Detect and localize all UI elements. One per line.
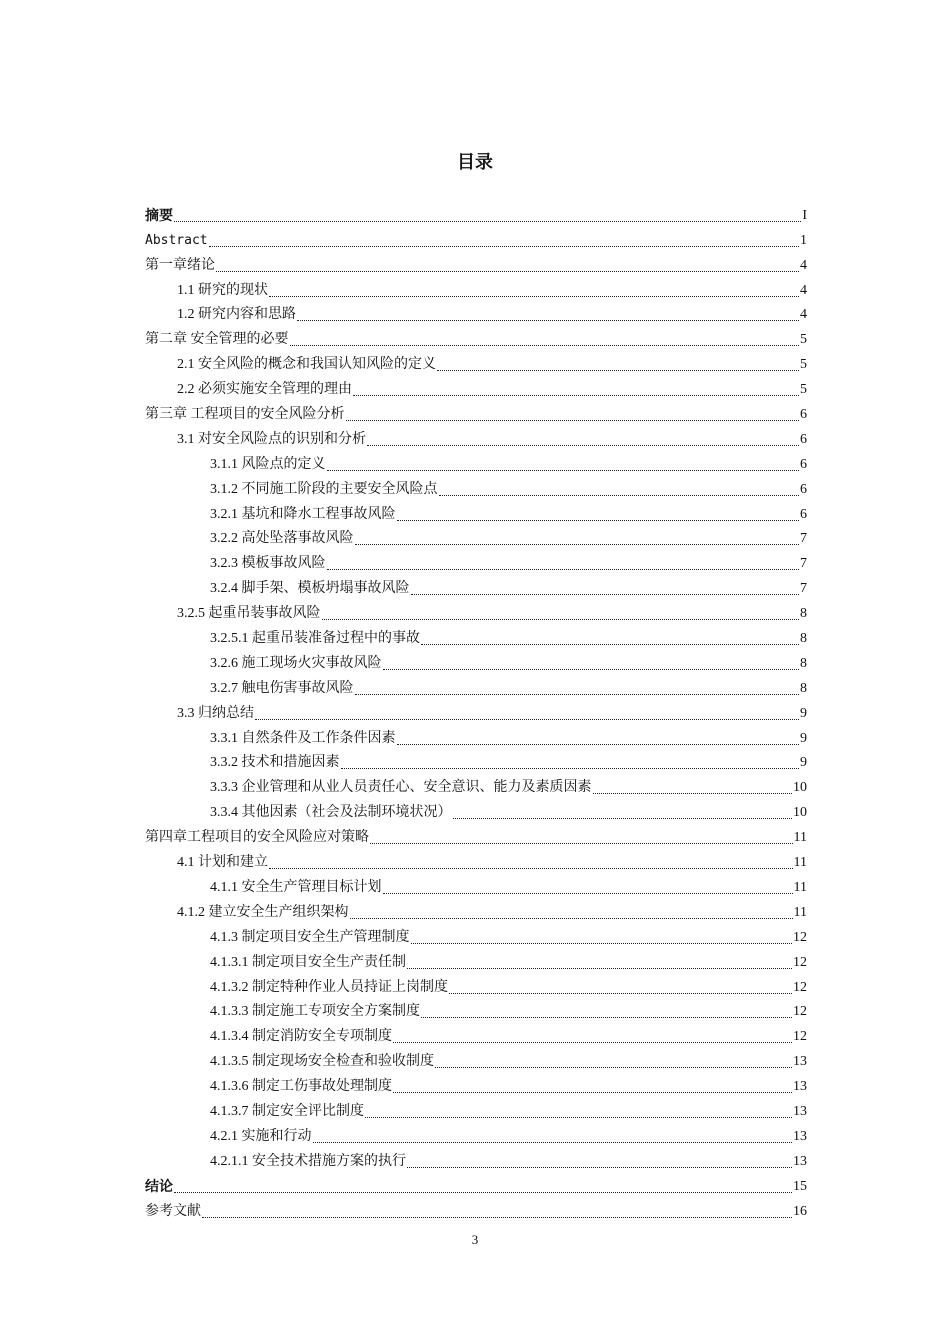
dot-leader: [407, 1167, 792, 1168]
toc-entry-page: 13: [793, 1054, 807, 1070]
dot-leader: [290, 345, 800, 346]
dot-leader: [355, 694, 800, 695]
toc-entry[interactable]: [145, 997, 807, 1022]
dot-leader: [411, 594, 800, 595]
toc-entry-title: 3.2.6 施工现场火灾事故风险: [210, 655, 382, 671]
dot-leader: [350, 918, 793, 919]
table-of-contents: [145, 200, 807, 1221]
toc-entry-title: 参考文献: [145, 1203, 201, 1219]
toc-entry-title: 1.1 研究的现状: [177, 282, 268, 298]
dot-leader: [202, 1217, 792, 1218]
toc-entry[interactable]: [145, 947, 807, 972]
toc-entry-page: 12: [793, 1029, 807, 1045]
toc-entry[interactable]: [145, 1171, 807, 1196]
toc-entry[interactable]: [145, 797, 807, 822]
toc-entry-page: 16: [793, 1203, 807, 1219]
toc-entry-title: 4.1.3.3 制定施工专项安全方案制度: [210, 1004, 420, 1020]
toc-entry[interactable]: [145, 723, 807, 748]
toc-entry[interactable]: [145, 673, 807, 698]
toc-entry-page: 6: [800, 456, 807, 472]
toc-entry-title: 第二章 安全管理的必要: [145, 332, 289, 348]
toc-entry[interactable]: [145, 499, 807, 524]
toc-entry-page: 13: [793, 1153, 807, 1169]
toc-entry-page: 6: [800, 407, 807, 423]
dot-leader: [209, 246, 799, 247]
toc-entry-page: 11: [793, 879, 807, 895]
dot-leader: [383, 893, 793, 894]
dot-leader: [327, 470, 800, 471]
toc-entry-title: 3.3.2 技术和措施因素: [210, 755, 340, 771]
toc-entry[interactable]: [145, 1196, 807, 1221]
toc-entry[interactable]: [145, 573, 807, 598]
toc-entry[interactable]: [145, 548, 807, 573]
toc-entry[interactable]: [145, 1096, 807, 1121]
dot-leader: [453, 818, 793, 819]
toc-entry-page: 9: [800, 755, 807, 771]
toc-entry[interactable]: [145, 1046, 807, 1071]
toc-entry[interactable]: [145, 349, 807, 374]
dot-leader: [341, 768, 800, 769]
toc-entry-title: 4.1.3.1 制定项目安全生产责任制: [210, 954, 406, 970]
toc-entry[interactable]: [145, 648, 807, 673]
toc-entry-title: 4.1.3.2 制定特种作业人员持证上岗制度: [210, 979, 448, 995]
toc-entry-title: 4.1.3.6 制定工伤事故处理制度: [210, 1079, 392, 1095]
dot-leader: [365, 1117, 792, 1118]
dot-leader: [435, 1067, 792, 1068]
page-number: 3: [471, 1232, 479, 1247]
dot-leader: [407, 968, 792, 969]
toc-entry-page: 8: [800, 606, 807, 622]
toc-entry-page: 12: [793, 1004, 807, 1020]
toc-entry-page: I: [802, 207, 807, 223]
dot-leader: [370, 843, 793, 844]
toc-entry-page: 13: [793, 1103, 807, 1119]
toc-entry-page: 6: [800, 431, 807, 447]
toc-entry[interactable]: [145, 972, 807, 997]
toc-entry[interactable]: [145, 474, 807, 499]
toc-entry-page: 9: [800, 730, 807, 746]
toc-entry-page: 10: [793, 780, 807, 796]
toc-entry-page: 5: [800, 382, 807, 398]
toc-entry-page: 6: [800, 481, 807, 497]
toc-entry-title: 2.1 安全风险的概念和我国认知风险的定义: [177, 357, 436, 373]
toc-entry-title: 4.1.3.5 制定现场安全检查和验收制度: [210, 1054, 434, 1070]
dot-leader: [421, 1017, 792, 1018]
toc-entry-title: 3.1.1 风险点的定义: [210, 456, 326, 472]
dot-leader: [346, 420, 800, 421]
toc-entry-title: 3.1.2 不同施工阶段的主要安全风险点: [210, 481, 438, 497]
toc-entry-page: 10: [793, 805, 807, 821]
toc-entry-title: 4.2.1.1 安全技术措施方案的执行: [210, 1153, 406, 1169]
toc-entry-page: 6: [800, 506, 807, 522]
dot-leader: [269, 296, 799, 297]
toc-entry[interactable]: [145, 225, 807, 250]
toc-entry-title: 3.3.4 其他因素（社会及法制环境状况）: [210, 805, 452, 821]
toc-entry-title: 第四章工程项目的安全风险应对策略: [145, 830, 369, 846]
toc-entry-title: 第三章 工程项目的安全风险分析: [145, 407, 345, 423]
toc-entry-title: 4.1.2 建立安全生产组织架构: [177, 904, 349, 920]
toc-entry[interactable]: [145, 300, 807, 325]
toc-entry[interactable]: [145, 1021, 807, 1046]
toc-entry-page: 11: [793, 830, 807, 846]
toc-entry[interactable]: [145, 324, 807, 349]
toc-entry-title: 摘要: [145, 207, 173, 224]
toc-entry-page: 4: [800, 307, 807, 323]
dot-leader: [355, 544, 800, 545]
toc-entry-page: 5: [800, 357, 807, 373]
toc-entry-page: 11: [793, 904, 807, 920]
toc-entry-page: 12: [793, 954, 807, 970]
toc-entry-title: 3.2.3 模板事故风险: [210, 556, 326, 572]
toc-entry-page: 8: [800, 680, 807, 696]
toc-entry-title: 4.1.3 制定项目安全生产管理制度: [210, 929, 410, 945]
dot-leader: [327, 569, 800, 570]
toc-entry[interactable]: [145, 748, 807, 773]
toc-entry-title: 3.1 对安全风险点的识别和分析: [177, 431, 366, 447]
toc-entry-page: 7: [800, 556, 807, 572]
toc-entry-page: 7: [800, 581, 807, 597]
toc-entry-page: 4: [800, 282, 807, 298]
dot-leader: [297, 320, 799, 321]
dot-leader: [393, 1092, 792, 1093]
toc-entry[interactable]: [145, 275, 807, 300]
toc-entry-title: 4.1 计划和建立: [177, 855, 268, 871]
toc-entry[interactable]: [145, 200, 807, 225]
dot-leader: [439, 495, 800, 496]
toc-entry-page: 11: [793, 855, 807, 871]
toc-entry[interactable]: [145, 772, 807, 797]
toc-entry[interactable]: [145, 449, 807, 474]
toc-entry-title: 4.1.1 安全生产管理目标计划: [210, 879, 382, 895]
dot-leader: [437, 370, 799, 371]
dot-leader: [322, 619, 800, 620]
dot-leader: [353, 395, 799, 396]
toc-entry-title: 3.3.3 企业管理和从业人员责任心、安全意识、能力及素质因素: [210, 780, 592, 796]
toc-entry[interactable]: [145, 847, 807, 872]
toc-entry-title: 3.3.1 自然条件及工作条件因素: [210, 730, 396, 746]
dot-leader: [421, 644, 799, 645]
toc-entry-page: 13: [793, 1079, 807, 1095]
toc-title: 目录: [457, 152, 493, 173]
toc-entry[interactable]: [145, 822, 807, 847]
toc-entry-title: 3.2.7 触电伤害事故风险: [210, 680, 354, 696]
dot-leader: [255, 719, 799, 720]
dot-leader: [593, 793, 793, 794]
toc-entry-title: 3.2.4 脚手架、模板坍塌事故风险: [210, 581, 410, 597]
toc-entry[interactable]: [145, 374, 807, 399]
dot-leader: [393, 1042, 792, 1043]
toc-entry[interactable]: [145, 524, 807, 549]
toc-entry-page: 5: [800, 332, 807, 348]
toc-entry[interactable]: [145, 399, 807, 424]
toc-entry-title: 3.2.1 基坑和降水工程事故风险: [210, 506, 396, 522]
toc-entry-page: 4: [800, 257, 807, 273]
toc-entry-page: 15: [793, 1178, 807, 1194]
dot-leader: [174, 221, 801, 222]
toc-entry[interactable]: [145, 424, 807, 449]
toc-entry-title: 3.2.5 起重吊装事故风险: [177, 606, 321, 622]
toc-entry-page: 1: [800, 232, 807, 248]
toc-entry[interactable]: [145, 922, 807, 947]
dot-leader: [269, 868, 793, 869]
toc-entry-page: 8: [800, 655, 807, 671]
toc-entry[interactable]: [145, 1146, 807, 1171]
dot-leader: [313, 1142, 793, 1143]
toc-entry[interactable]: [145, 598, 807, 623]
toc-entry-page: 13: [793, 1128, 807, 1144]
toc-entry[interactable]: [145, 872, 807, 897]
toc-entry-title: 结论: [145, 1178, 173, 1195]
toc-entry-title: 第一章绪论: [145, 257, 215, 273]
toc-entry-title: 3.3 归纳总结: [177, 705, 254, 721]
toc-entry-title: 3.2.5.1 起重吊装准备过程中的事故: [210, 631, 420, 647]
toc-entry-title: 3.2.2 高处坠落事故风险: [210, 531, 354, 547]
toc-entry-title: 4.1.3.4 制定消防安全专项制度: [210, 1029, 392, 1045]
dot-leader: [397, 520, 800, 521]
toc-entry-page: 9: [800, 705, 807, 721]
toc-entry[interactable]: [145, 623, 807, 648]
dot-leader: [216, 271, 799, 272]
dot-leader: [397, 744, 800, 745]
toc-entry-title: 1.2 研究内容和思路: [177, 307, 296, 323]
toc-entry-page: 12: [793, 929, 807, 945]
toc-entry-title: 4.1.3.7 制定安全评比制度: [210, 1103, 364, 1119]
dot-leader: [411, 943, 793, 944]
dot-leader: [367, 445, 799, 446]
toc-entry-page: 12: [793, 979, 807, 995]
toc-entry-page: 7: [800, 531, 807, 547]
toc-entry-title: 2.2 必须实施安全管理的理由: [177, 382, 352, 398]
toc-entry[interactable]: [145, 1121, 807, 1146]
toc-entry-title: 4.2.1 实施和行动: [210, 1128, 312, 1144]
toc-entry[interactable]: [145, 698, 807, 723]
dot-leader: [174, 1192, 792, 1193]
toc-entry-page: 8: [800, 631, 807, 647]
toc-entry-title: Abstract: [145, 232, 208, 248]
toc-entry[interactable]: [145, 897, 807, 922]
toc-entry[interactable]: [145, 250, 807, 275]
dot-leader: [383, 669, 800, 670]
dot-leader: [449, 993, 792, 994]
toc-entry[interactable]: [145, 1071, 807, 1096]
